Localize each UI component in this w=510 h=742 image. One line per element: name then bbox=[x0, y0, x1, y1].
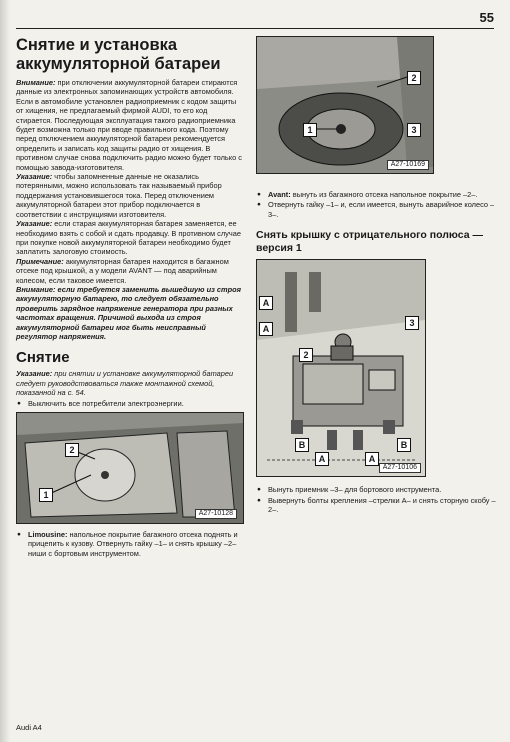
paragraph-lead: Указание: bbox=[16, 172, 53, 182]
paragraph-lead: Примечание: bbox=[16, 256, 64, 266]
callout-2: 2 bbox=[65, 443, 79, 457]
paragraph-note-2 bbox=[16, 219, 244, 257]
figure-trunk-avant bbox=[256, 36, 434, 174]
page-number: 55 bbox=[479, 10, 494, 25]
paragraph-lead: Указание: bbox=[16, 219, 53, 229]
paragraph-warning-1 bbox=[16, 78, 244, 172]
callout-3: 3 bbox=[405, 316, 419, 330]
arrow-label-a: A bbox=[259, 296, 273, 310]
arrow-label-a: A bbox=[365, 452, 379, 466]
bullet-text: вынуть из багажного отсека напольное покрытие –2–. bbox=[290, 190, 478, 199]
paragraph-text: чтобы запомненные данные не оказались потерянными, можно использовать так называемый прибор поддержания установившегося тока. Перед отключением аккумуляторной батареи этот прибор подключается в соответствии с инструкциями изготовителя. bbox=[16, 172, 222, 219]
arrow-label-b: B bbox=[295, 438, 309, 452]
paragraph-remark bbox=[16, 257, 244, 285]
bullet-unscrew-bolts bbox=[256, 496, 496, 515]
paragraph-removal-note bbox=[16, 369, 244, 397]
figure-code: A27-10128 bbox=[195, 509, 237, 519]
figure-code: A27-10106 bbox=[379, 463, 421, 473]
right-column bbox=[256, 36, 496, 515]
paragraph-text: если старая аккумуляторная батарея заменяется, ее необходимо взять с собой и сдать продавцу. В противном случае при покупке новой аккумуляторной батареи необходимо будет заплатить залоговую стоимость. bbox=[16, 219, 241, 257]
arrow-label-a: A bbox=[315, 452, 329, 466]
paragraph-text: если требуется заменить вышедшую из строя аккумуляторную батарею, то следует обязательно проверить зарядное напряжение генератора при разных частотах вращения. Причиной выхода из строя аккумуляторной батареи мог быть неисправный регулятор напряжения. bbox=[16, 284, 241, 341]
callout-2: 2 bbox=[407, 71, 421, 85]
arrow-label-b: B bbox=[397, 438, 411, 452]
figure-battery-cover bbox=[256, 259, 426, 477]
paragraph-lead: Указание: bbox=[16, 369, 53, 379]
footer-text: Audi A4 bbox=[16, 723, 42, 732]
bullet-avant bbox=[256, 190, 496, 199]
paragraph-note-1 bbox=[16, 172, 244, 219]
bullet-text: Вывернуть болты крепления –стрелки А– и снять сторную скобу –2–. bbox=[268, 495, 496, 515]
callout-3: 3 bbox=[407, 123, 421, 137]
bullet-lead: Avant: bbox=[268, 190, 291, 199]
bullet-unscrew-nut bbox=[256, 200, 496, 219]
callout-1: 1 bbox=[303, 123, 317, 137]
bullet-switch-off: ● Выключить все потребители электроэнергии. bbox=[16, 399, 244, 408]
bullet-remove-receiver bbox=[256, 485, 496, 494]
subsection-title: Снятие bbox=[16, 349, 70, 367]
header-rule bbox=[16, 28, 494, 29]
paragraph-text: при отключении аккумуляторной батареи стираются данные из электронных запоминающих устройств автомобиля. Если в автомобиле установлен радиоприемник с кодом защиты от хищения, не предлагаемый фирмой AUDI, то его код стирается. Последующая эксплуатация такого радиоприемника будет возможна только при вводе правильного кода. Поэтому перед отключением аккумуляторной батареи рекомендуется определить и записать код защиты радио от хищения. В противном случае снова подключить радио можно будет только с помощью завода-изготовителя. bbox=[16, 78, 242, 172]
box-title: Снять крышку с отрицательного полюса — версия 1 bbox=[256, 229, 483, 255]
paragraph-warning-2 bbox=[16, 285, 244, 341]
bullet-text: Вынуть приемник –3– для бортового инструмента. bbox=[268, 485, 442, 495]
figure-trunk-limousine bbox=[16, 412, 244, 524]
bullet-limousine bbox=[16, 530, 244, 558]
arrow-label-a: A bbox=[259, 322, 273, 336]
bullet-lead: Limousine: bbox=[28, 530, 68, 539]
paragraph-lead: Внимание: bbox=[16, 284, 56, 294]
paragraph-text: аккумуляторная батарея находится в багажном отсеке под крышкой, а у модели AVANT — под аварийным колесом, если таковое имеется. bbox=[16, 256, 229, 285]
page-gutter-shadow bbox=[0, 0, 10, 742]
bullet-text: Отвернуть гайку –1– и, если имеется, вынуть аварийное колесо –3–. bbox=[268, 200, 495, 219]
bullet-text: напольное покрытие багажного отсека поднять и прицепить к кузову. Отвернуть гайку –1– и снять крышку –2– ниши с бортовым инструментом. bbox=[28, 530, 238, 558]
trunk-illustration bbox=[17, 413, 243, 523]
paragraph-lead: Внимание: bbox=[16, 78, 56, 87]
callout-1: 1 bbox=[39, 488, 53, 502]
spare-wheel-illustration bbox=[257, 37, 433, 173]
callout-2: 2 bbox=[299, 348, 313, 362]
left-column bbox=[16, 36, 244, 559]
section-title: Снятие и установка аккумуляторной батареи bbox=[16, 36, 221, 73]
paragraph-text: при снятии и установке аккумуляторной батареи следует руководствоваться также монтажной схемой, показанной на с. 54. bbox=[16, 369, 234, 398]
figure-code: A27-10169 bbox=[387, 160, 429, 170]
